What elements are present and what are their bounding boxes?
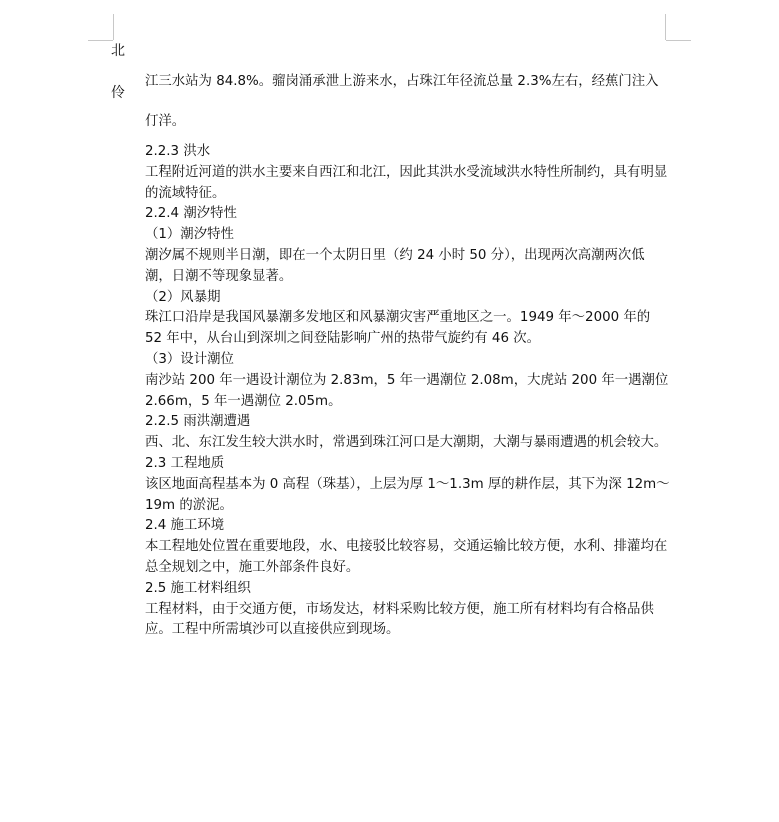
margin-character: 伶	[111, 85, 125, 101]
section-heading: 2.5 施工材料组织	[145, 580, 251, 596]
document-body	[145, 62, 670, 641]
paragraph: 该区地面高程基本为 0 高程（珠基），上层为厚 1～1.3m 厚的耕作层，其下为深 12m～19m 的淤泥。	[145, 476, 670, 513]
crop-mark-top-left-vertical	[113, 14, 114, 40]
paragraph-line: 仃洋。	[145, 114, 186, 129]
section-heading: 2.2.5 雨洪潮遭遇	[145, 414, 251, 430]
paragraph: 工程附近河道的洪水主要来自西江和北江，因此其洪水受流域洪水特性所制约，具有明显的流域特征。	[145, 164, 668, 201]
paragraph: 珠江口沿岸是我国风暴潮多发地区和风暴潮灾害严重地区之一。1949 年～2000 年的 52 年中，从台山到深圳之间登陆影响广州的热带气旋约有 46 次。	[145, 310, 651, 347]
subsection-heading: （1）潮汐特性	[145, 227, 234, 243]
paragraph: 潮汐属不规则半日潮，即在一个太阴日里（约 24 小时 50 分），出现两次高潮两次低潮，日潮不等现象显著。	[145, 247, 645, 284]
section-heading: 2.2.4 潮汐特性	[145, 206, 237, 222]
paragraph: 南沙站 200 年一遇设计潮位为 2.83m，5 年一遇潮位 2.08m，大虎站 200 年一遇潮位 2.66m，5 年一遇潮位 2.05m。	[145, 372, 669, 409]
paragraph: 工程材料，由于交通方便，市场发达，材料采购比较方便，施工所有材料均有合格品供应。工程中所需填沙可以直接供应到现场。	[145, 601, 654, 638]
subsection-heading: （2）风暴期	[145, 289, 221, 305]
crop-mark-top-right-horizontal	[666, 40, 691, 41]
paragraph-line: 江三水站为 84.8%。骝岗涌承泄上游来水，占珠江年径流总量 2.3%左右，经蕉门注入	[145, 74, 659, 89]
paragraph: 本工程地处位置在重要地段，水、电接驳比较容易，交通运输比较方便，水利、排灌均在总全规划之中，施工外部条件良好。	[145, 539, 668, 575]
crop-mark-top-left-horizontal	[88, 40, 113, 41]
section-heading: 2.2.3 洪水	[145, 144, 211, 159]
paragraph: 西、北、东江发生较大洪水时，常遇到珠江河口是大潮期，大潮与暴雨遭遇的机会较大。	[145, 435, 668, 451]
crop-mark-top-right-vertical	[665, 14, 666, 40]
margin-character: 北	[111, 43, 125, 59]
paragraph-continuation	[145, 62, 670, 142]
section-heading: 2.4 施工环境	[145, 518, 225, 534]
section-heading: 2.3 工程地质	[145, 455, 225, 471]
subsection-heading: （3）设计潮位	[145, 351, 234, 367]
